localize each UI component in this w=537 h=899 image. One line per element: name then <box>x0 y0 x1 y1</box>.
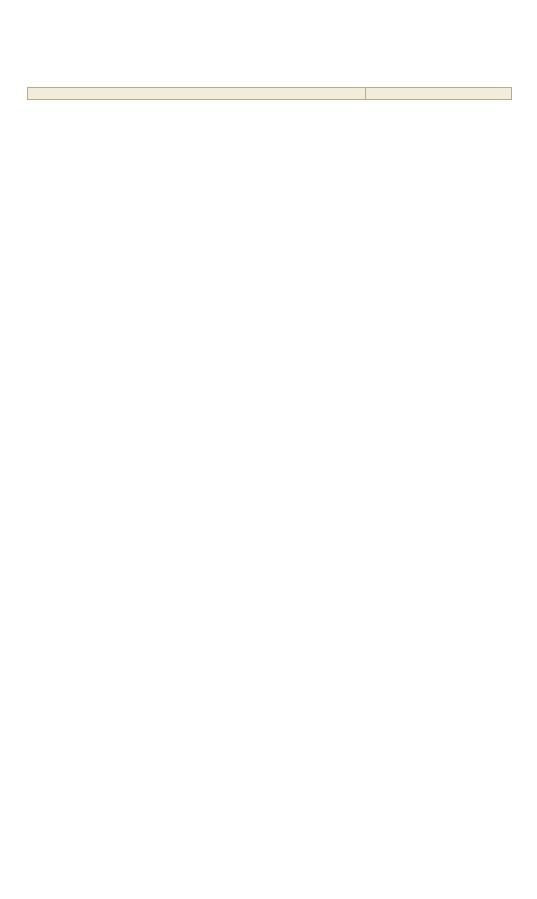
enemy-column-header <box>28 88 366 100</box>
results-table <box>27 87 512 100</box>
table-header-row <box>28 88 512 100</box>
winner-column-header <box>366 88 512 100</box>
